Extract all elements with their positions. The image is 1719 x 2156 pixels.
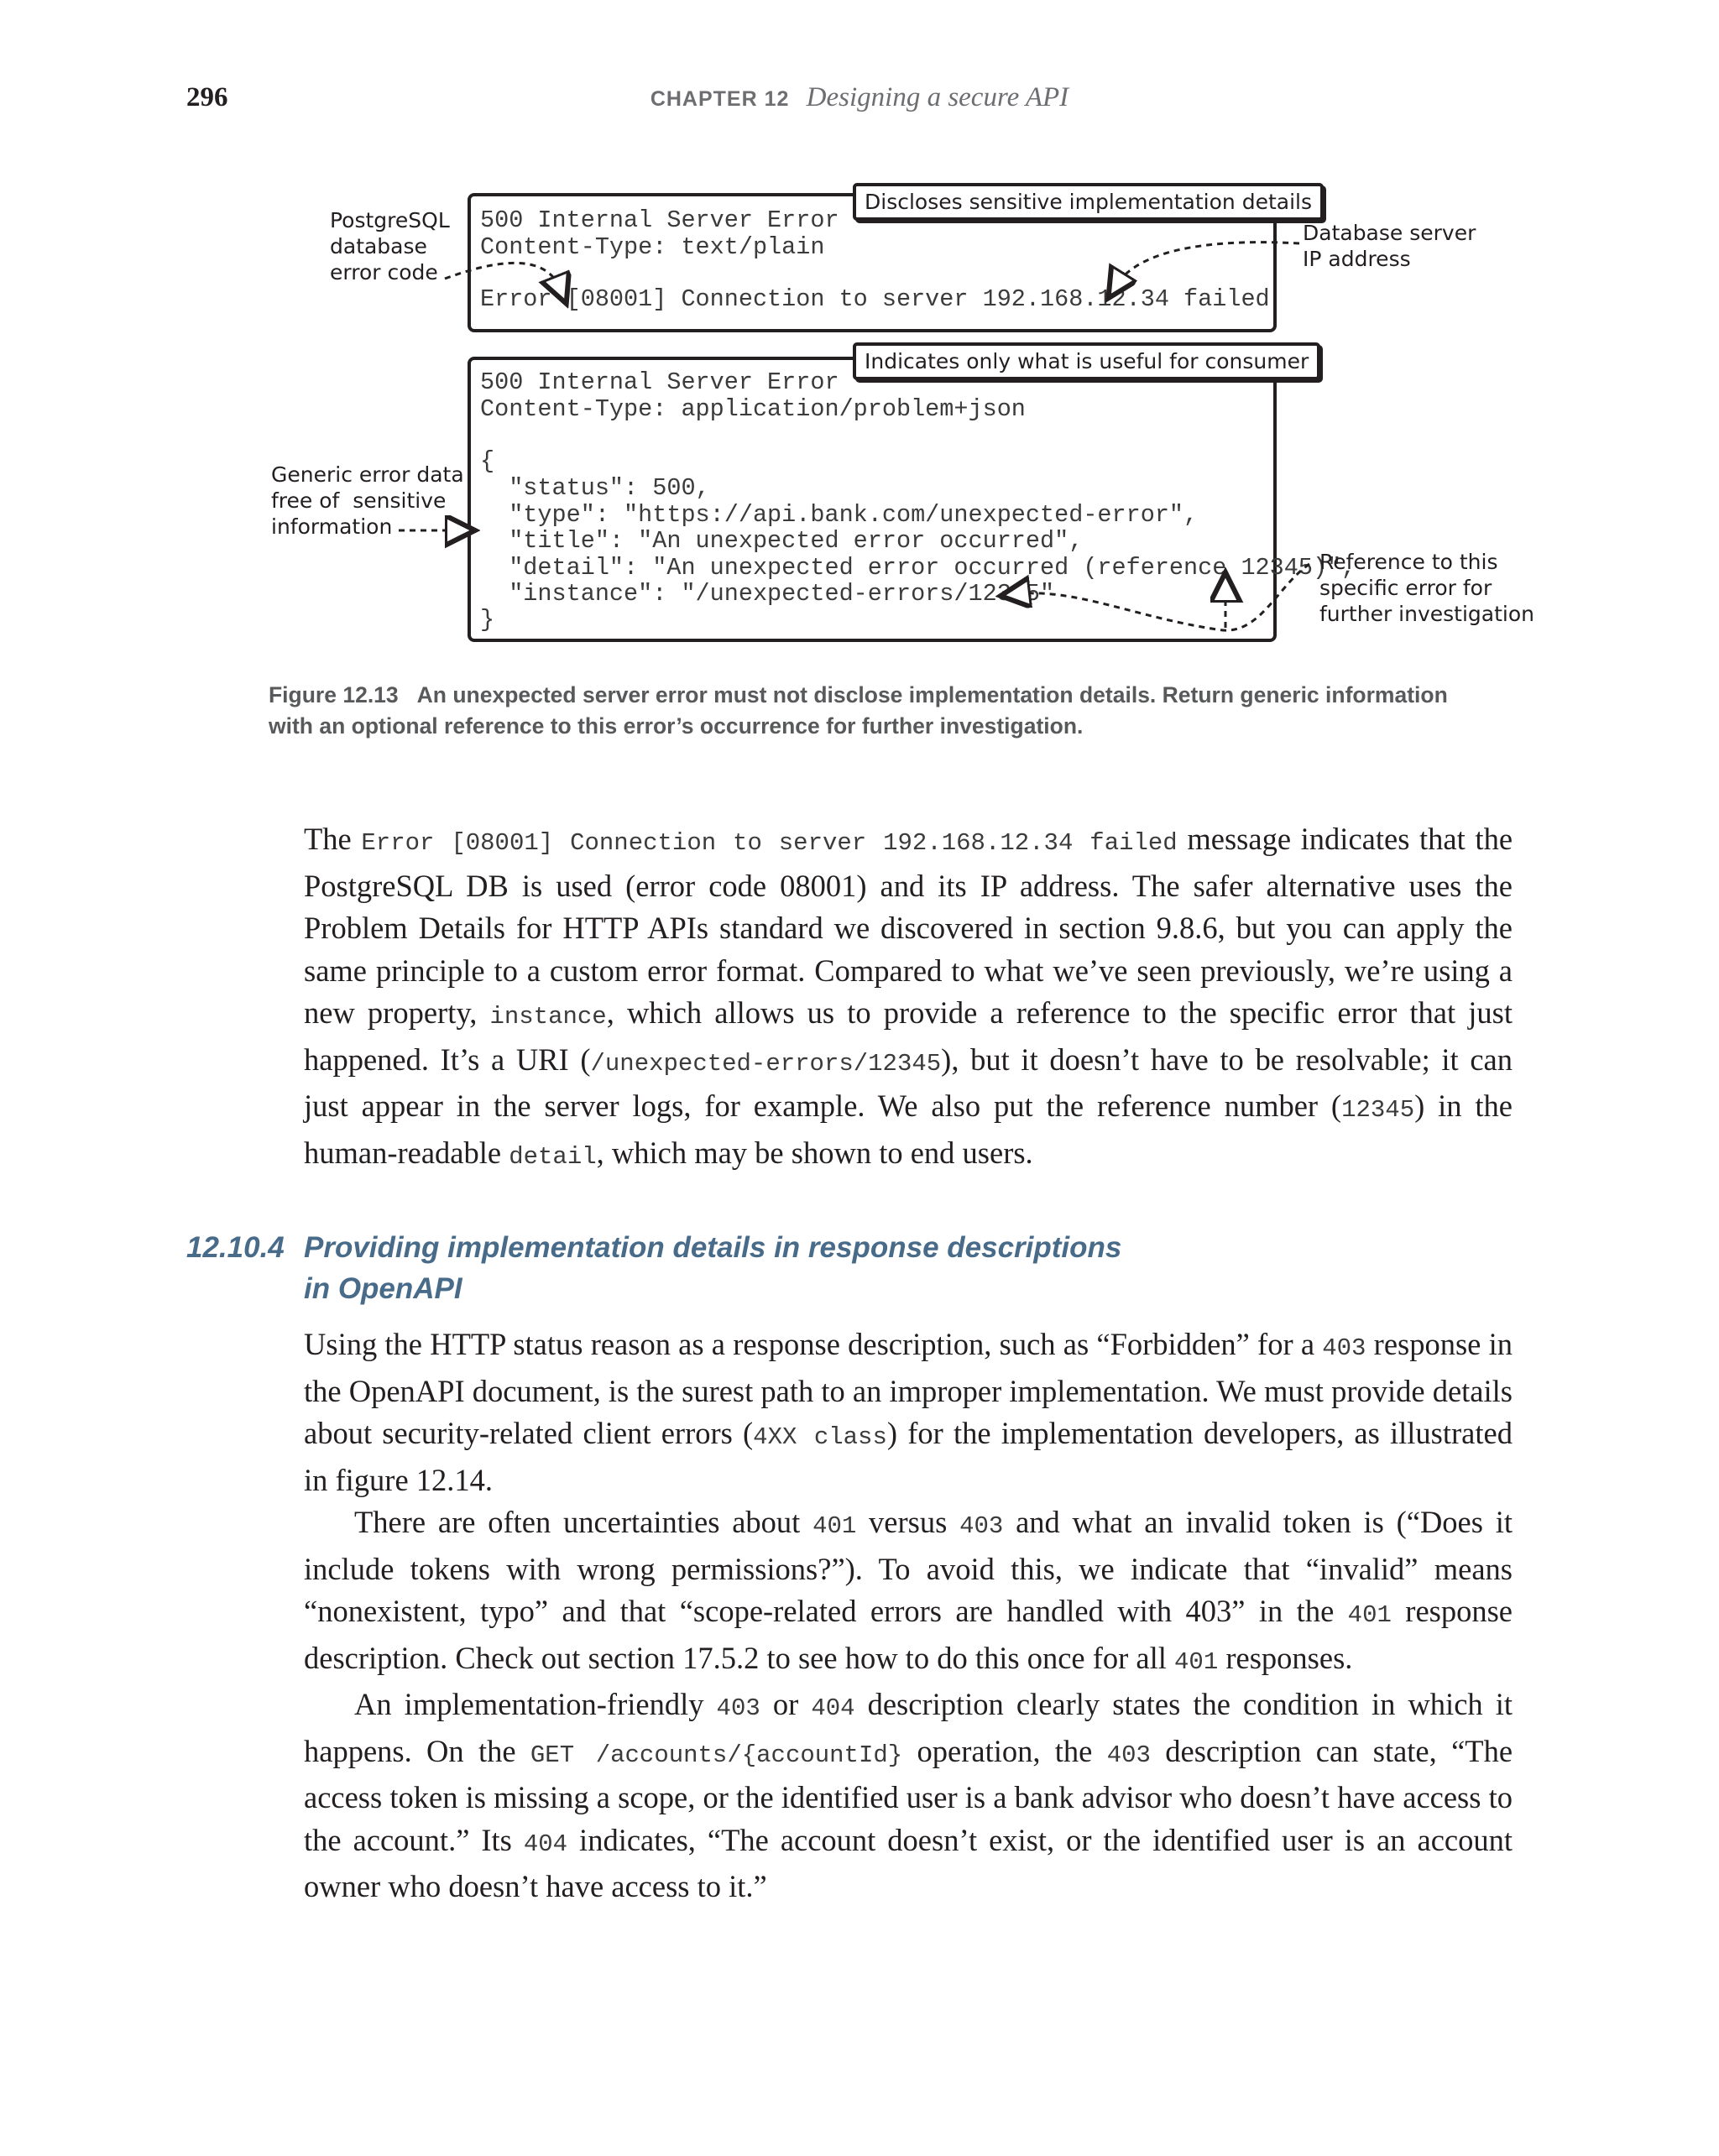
text-run: or — [760, 1687, 812, 1721]
text-run: ) in the human-readable — [304, 1088, 1513, 1170]
text-run: An implementation-friendly — [354, 1687, 717, 1721]
body-paragraphs-section — [304, 1323, 1513, 1908]
text-run: and what an invalid token is (“Does it include tokens with wrong permissions?”). To avoid this, we indicate that “invalid” means “nonexistent, typo” and that “scope-related errors are handled with 403” in the — [304, 1505, 1513, 1628]
figure-caption — [269, 680, 1460, 742]
inline-code: 404 — [811, 1694, 855, 1722]
annotation-line: PostgreSQL — [330, 208, 450, 232]
section-heading — [186, 1227, 1445, 1309]
arrow-db-ip — [1116, 243, 1299, 285]
text-run: operation, the — [902, 1733, 1107, 1768]
body-paragraph-1 — [304, 818, 1513, 1178]
text-run: response in the OpenAPI document, is the surest path to an improper implementation. We must provide details about security-related client errors ( — [304, 1327, 1513, 1450]
section-number: 12.10.4 — [186, 1231, 285, 1264]
inline-code: 4XX class — [753, 1423, 887, 1451]
text-run: There are often uncertainties about — [354, 1505, 813, 1539]
inline-code: 401 — [1347, 1601, 1392, 1629]
annotation-line: database — [330, 234, 427, 258]
annotation-line: Reference to this — [1319, 550, 1498, 574]
annotation-line: further investigation — [1319, 602, 1534, 626]
callout-useful-only: Indicates only what is useful for consumer — [853, 342, 1320, 380]
arrow-reference-instance — [1016, 564, 1309, 630]
text-run: ), but it doesn’t have to be resolvable; it can just appear in the server logs, for example. We also put the reference number ( — [304, 1041, 1513, 1123]
annotation-line: Generic error data — [271, 462, 464, 487]
body-paragraph-3 — [304, 1501, 1513, 1684]
inline-code: 403 — [1106, 1741, 1151, 1769]
inline-code: 404 — [523, 1830, 568, 1858]
inline-code: 403 — [1322, 1334, 1366, 1362]
code-line: 500 Internal Server Error — [480, 368, 839, 396]
figure-12-13 — [0, 0, 1719, 688]
figure-caption-text: An unexpected server error must not disclose implementation details. Return generic information with an optional reference to this error’s occurrence for further investigation. — [269, 682, 1448, 739]
annotation-line: Database server — [1303, 221, 1476, 245]
page-number: 296 — [186, 82, 228, 112]
code-line: } — [480, 606, 495, 634]
inline-code: 401 — [812, 1512, 857, 1540]
figure-label: Figure 12.13 — [269, 682, 399, 707]
text-run: indicates, “The account doesn’t exist, or the identified user is an account owner who doesn’t have access to it.” — [304, 1822, 1513, 1903]
code-line: "detail": "An unexpected error occurred (reference 12345)", — [480, 554, 1356, 582]
chapter-title: Designing a secure API — [806, 82, 1069, 112]
inline-code: 401 — [1174, 1647, 1219, 1676]
inline-code: 403 — [959, 1512, 1004, 1540]
code-line: "type": "https://api.bank.com/unexpected-error", — [480, 501, 1199, 529]
inline-code: 403 — [716, 1694, 760, 1722]
inline-code: 12345 — [1341, 1096, 1415, 1124]
callout-discloses: Discloses sensitive implementation details — [853, 183, 1324, 221]
annotation-arrows — [0, 0, 1719, 688]
annotation-line: IP address — [1303, 247, 1411, 271]
code-line: "status": 500, — [480, 474, 710, 502]
inline-code: detail — [509, 1142, 597, 1171]
text-run: response description. Check out section 17.5.2 to see how to do this once for all — [304, 1594, 1513, 1675]
text-run: , which allows us to provide a reference to the specific error that just happened. It’s a URI ( — [304, 995, 1513, 1077]
text-run: message indicates that the PostgreSQL DB is used (error code 08001) and its IP address. The safer alternative uses the Problem Details for HTTP APIs standard we discovered in section 9.8.6, but you can apply the same principle to a custom error format. Compared to what we’ve seen previously, we’re using a new property, — [304, 822, 1513, 1030]
annotation-line: free of sensitive — [271, 488, 447, 513]
inline-code: Error [08001] Connection to server 192.168.12.34 failed — [361, 829, 1178, 857]
text-run: description clearly states the condition in which it happens. On the — [304, 1687, 1513, 1768]
code-line: "title": "An unexpected error occurred", — [480, 527, 1084, 555]
code-line: { — [480, 447, 495, 475]
body-paragraph-4 — [304, 1684, 1513, 1908]
annotation-line: specific error for — [1319, 576, 1492, 600]
code-line: Content-Type: application/problem+json — [480, 395, 1026, 423]
chapter-label: CHAPTER 12 — [650, 87, 790, 111]
text-run: description can state, “The access token is missing a scope, or the identified user is a bank advisor who doesn’t have access to the account.” Its — [304, 1733, 1513, 1857]
section-title-line1: Providing implementation details in response descriptions — [304, 1231, 1122, 1264]
text-run: The — [304, 822, 362, 856]
code-line: 500 Internal Server Error — [480, 206, 839, 234]
code-line: Content-Type: text/plain — [480, 233, 825, 261]
section-title-line2: in OpenAPI — [304, 1272, 462, 1305]
arrow-postgres — [445, 263, 561, 290]
inline-code: instance — [489, 1003, 607, 1031]
body-paragraph-2 — [304, 1323, 1513, 1501]
code-line: "instance": "/unexpected-errors/12345" — [480, 580, 1055, 608]
inline-code: /unexpected-errors/12345 — [590, 1049, 942, 1078]
text-run: , which may be shown to end users. — [596, 1135, 1033, 1170]
annotation-line: information — [271, 514, 393, 539]
text-run: versus — [856, 1505, 960, 1539]
annotation-line: error code — [330, 260, 438, 285]
text-run: responses. — [1218, 1640, 1353, 1675]
text-run: Using the HTTP status reason as a response description, such as “Forbidden” for a — [304, 1327, 1323, 1361]
text-run: ) for the implementation developers, as illustrated in figure 12.14. — [304, 1416, 1513, 1497]
inline-code: GET /accounts/{accountId} — [530, 1741, 903, 1769]
code-line: Error [08001] Connection to server 192.168.12.34 failed — [480, 285, 1270, 313]
